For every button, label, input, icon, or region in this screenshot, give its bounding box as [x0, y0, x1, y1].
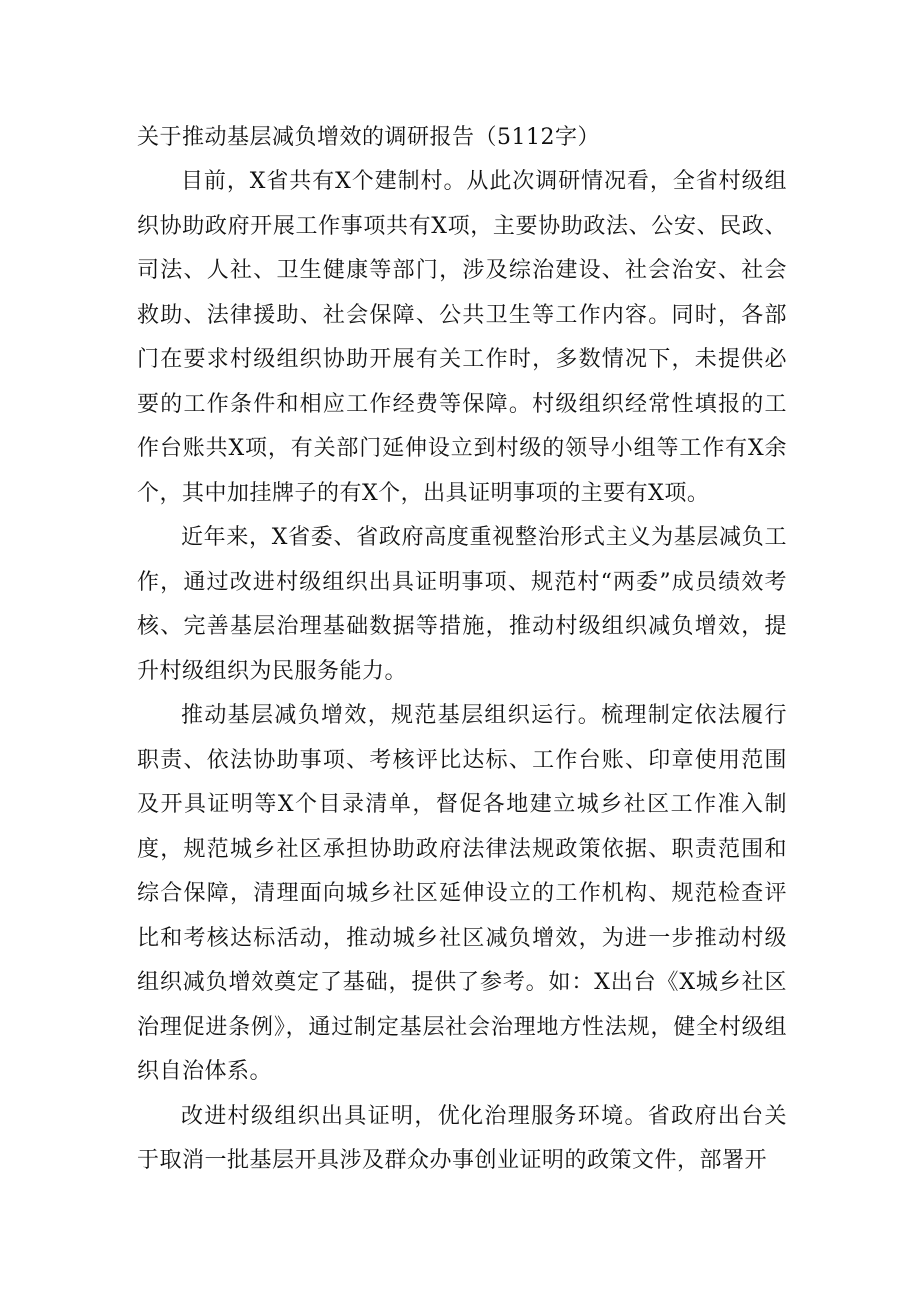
paragraph-standardize-operation: 推动基层减负增效，规范基层组织运行。梳理制定依法履行职责、依法协助事项、考核评比达标、工作台账、印章使用范围及开具证明等X个目录清单，督促各地建立城乡社区工作准入制度，规范城乡社区承担协助政府法律法规政策依据、职责范围和综合保障，清理面向城乡社区延伸设立的工作机构、规范检查评比和考核达标活动，推动城乡社区减负增效，为进一步推动村级组织减负增效奠定了基础，提供了参考。如：X出台《X城乡社区治理促进条例》，通过制定基层社会治理地方性法规，健全村级组织自治体系。: [137, 703, 787, 1084]
paragraph-recent-years: 近年来，X省委、省政府高度重视整治形式主义为基层减负工作，通过改进村级组织出具证明事项、规范村“两委”成员绩效考核、完善基层治理基础数据等措施，推动村级组织减负增效，提升村级组织为民服务能力。: [137, 525, 787, 684]
paragraph-current-status: 目前，X省共有X个建制村。从此次调研情况看，全省村级组织协助政府开展工作事项共有X项，主要协助政法、公安、民政、司法、人社、卫生健康等部门，涉及综治建设、社会治安、社会救助、法律援助、社会保障、公共卫生等工作内容。同时，各部门在要求村级组织协助开展有关工作时，多数情况下，未提供必要的工作条件和相应工作经费等保障。村级组织经常性填报的工作台账共X项，有关部门延伸设立到村级的领导小组等工作有X余个，其中加挂牌子的有X个，出具证明事项的主要有X项。: [137, 169, 787, 506]
paragraph-improve-certificates: 改进村级组织出具证明，优化治理服务环境。省政府出台关于取消一批基层开具涉及群众办事创业证明的政策文件，部署开: [137, 1103, 787, 1173]
document-body: [137, 116, 787, 1184]
document-title: 关于推动基层减负增效的调研报告（5112字）: [137, 125, 600, 150]
